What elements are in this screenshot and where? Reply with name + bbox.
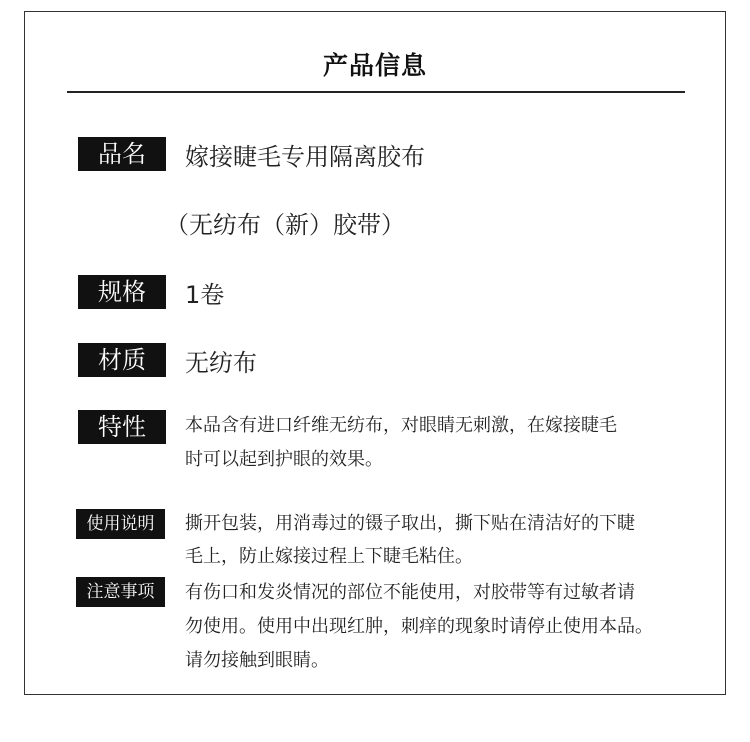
notes-label: 注意事项 [76, 577, 165, 607]
usage-value-line2: 毛上，防止嫁接过程上下睫毛粘住。 [185, 546, 473, 567]
name-label: 品名 [78, 137, 166, 171]
usage-value-line1: 撕开包装，用消毒过的镊子取出，撕下贴在清洁好的下睫 [185, 513, 635, 534]
usage-label: 使用说明 [76, 509, 165, 539]
feature-value-line1: 本品含有进口纤维无纺布，对眼睛无刺激，在嫁接睫毛 [185, 415, 617, 436]
name-value-line2: （无纺布（新）胶带） [165, 211, 405, 239]
material-label: 材质 [78, 343, 166, 377]
spec-label: 规格 [78, 275, 166, 309]
title-divider [67, 91, 685, 93]
feature-label: 特性 [78, 410, 166, 444]
spec-value: 1卷 [185, 281, 225, 309]
notes-value-line1: 有伤口和发炎情况的部位不能使用，对胶带等有过敏者请 [185, 582, 635, 603]
notes-value-line2: 勿使用。使用中出现红肿，刺痒的现象时请停止使用本品。 [185, 616, 653, 637]
material-value: 无纺布 [185, 349, 257, 377]
feature-value-line2: 时可以起到护眼的效果。 [185, 449, 383, 470]
notes-value-line3: 请勿接触到眼睛。 [185, 650, 329, 671]
page-title: 产品信息 [322, 51, 427, 80]
name-value-line1: 嫁接睫毛专用隔离胶布 [185, 143, 425, 171]
